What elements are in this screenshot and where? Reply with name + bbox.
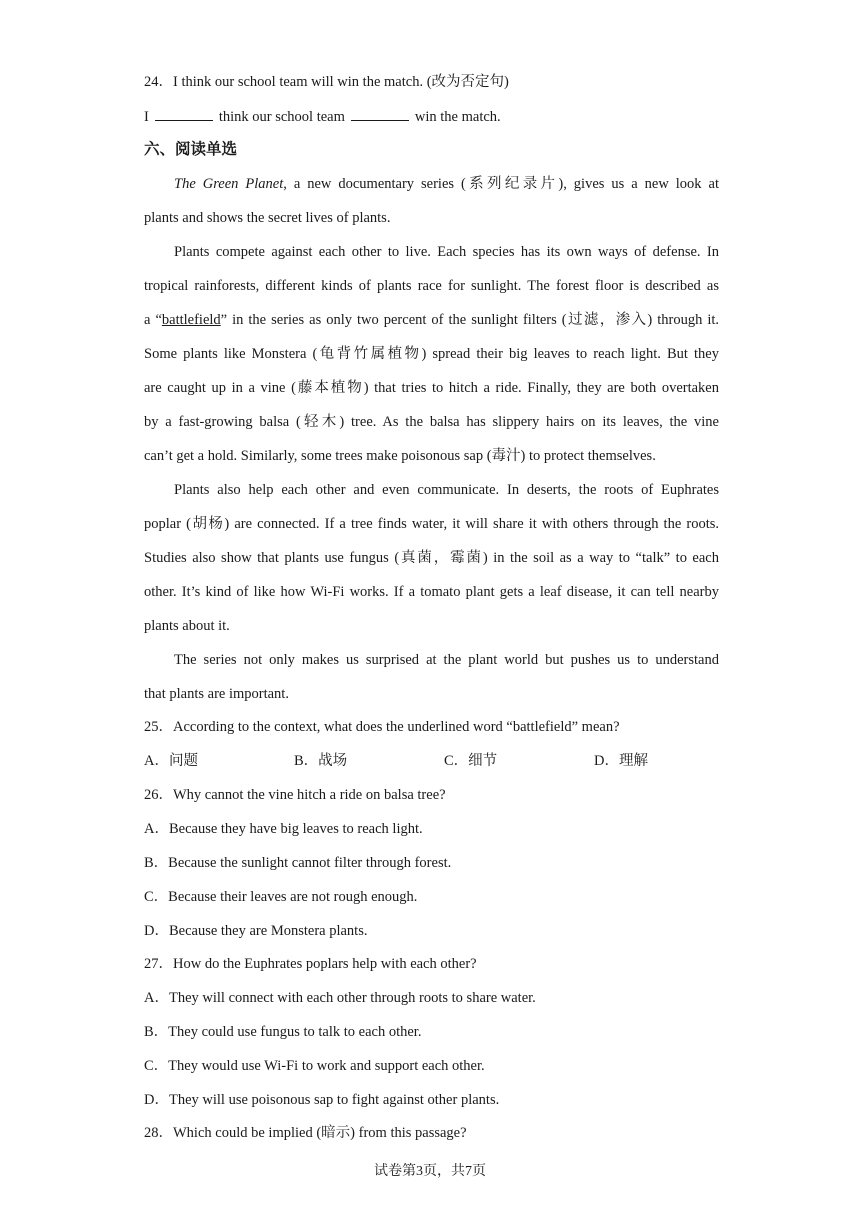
passage-p1-line1: The Green Planet, a new documentary series (系列纪录片), gives us a new look at	[174, 176, 719, 192]
underlined-word-battlefield: battlefield	[161, 312, 221, 328]
passage-p2-line3: a “battlefield” in the series as only two percent of the sunlight filters (过滤，渗入) through it.	[144, 312, 720, 328]
q28-prompt: 28．Which could be implied (暗示) from this passage?	[144, 1125, 467, 1141]
passage-p3-line3: Studies also show that plants use fungus (真菌，霉菌) in the soil as a way to “talk” to each	[144, 550, 719, 566]
q25-prompt: 25．According to the context, what does the underlined word “battlefield” mean?	[144, 719, 620, 735]
passage-p3-line1: Plants also help each other and even communicate. In deserts, the roots of Euphrates	[174, 482, 719, 498]
passage-p1-line2: plants and shows the secret lives of plants.	[144, 210, 391, 226]
passage-p2-line4: Some plants like Monstera (龟背竹属植物) spread their big leaves to reach light. But they	[144, 346, 719, 362]
q26-option-b[interactable]: B．Because the sunlight cannot filter through forest.	[144, 855, 452, 871]
page-footer: 试卷第3页，共7页	[374, 1164, 486, 1179]
passage-p2-line7: can’t get a hold. Similarly, some trees make poisonous sap (毒汁) to protect themselves.	[144, 448, 656, 464]
passage-p2-line6: by a fast-growing balsa (轻木) tree. As the balsa has slippery hairs on its leaves, the vine	[144, 414, 719, 430]
q25-option-b[interactable]: B．战场	[294, 753, 348, 769]
q27-option-d[interactable]: D．They will use poisonous sap to fight against other plants.	[144, 1092, 500, 1108]
q27-option-a[interactable]: A．They will connect with each other through roots to share water.	[144, 990, 536, 1006]
q27-option-c[interactable]: C．They would use Wi-Fi to work and support each other.	[144, 1058, 485, 1074]
q25-options	[144, 751, 719, 771]
passage-p4-line1: The series not only makes us surprised at the plant world but pushes us to understand	[174, 652, 719, 668]
q24-prompt: 24．I think our school team will win the match. (改为否定句)	[144, 74, 509, 90]
q24-answer-b: think our school team	[218, 109, 345, 125]
documentary-title: The Green Planet	[174, 176, 284, 192]
q26-option-d[interactable]: D．Because they are Monstera plants.	[144, 923, 368, 939]
passage-p2-line2: tropical rainforests, different kinds of plants race for sunlight. The forest floor is described as	[144, 278, 719, 294]
q26-option-a[interactable]: A．Because they have big leaves to reach light.	[144, 821, 423, 837]
q24-answer-line	[144, 106, 719, 127]
passage-p3-line5: plants about it.	[144, 618, 230, 634]
q24-answer-c: win the match.	[414, 109, 501, 125]
q26-prompt: 26．Why cannot the vine hitch a ride on balsa tree?	[144, 787, 446, 803]
q27-prompt: 27．How do the Euphrates poplars help with each other?	[144, 956, 477, 972]
q27-option-b[interactable]: B．They could use fungus to talk to each other.	[144, 1024, 422, 1040]
passage-p3-line2: poplar (胡杨) are connected. If a tree finds water, it will share it with others through the roots.	[144, 516, 719, 532]
q25-option-d[interactable]: D．理解	[594, 753, 648, 769]
q24-blank-1[interactable]	[155, 106, 213, 121]
section-title: 六、阅读单选	[144, 140, 238, 158]
passage-p4-line2: that plants are important.	[144, 686, 289, 702]
q26-option-c[interactable]: C．Because their leaves are not rough enough.	[144, 889, 418, 905]
q25-option-c[interactable]: C．细节	[444, 753, 498, 769]
q24-blank-2[interactable]	[351, 106, 409, 121]
passage-p2-line5: are caught up in a vine (藤本植物) that tries to hitch a ride. Finally, they are both overtaken	[144, 380, 719, 396]
passage-p2-line1: Plants compete against each other to live. Each species has its own ways of defense. In	[174, 244, 719, 260]
passage-p3-line4: other. It’s kind of like how Wi-Fi works. If a tomato plant gets a leaf disease, it can tell nearby	[144, 584, 719, 600]
q24-answer-a: I	[144, 109, 149, 125]
q25-option-a[interactable]: A．问题	[144, 753, 198, 769]
